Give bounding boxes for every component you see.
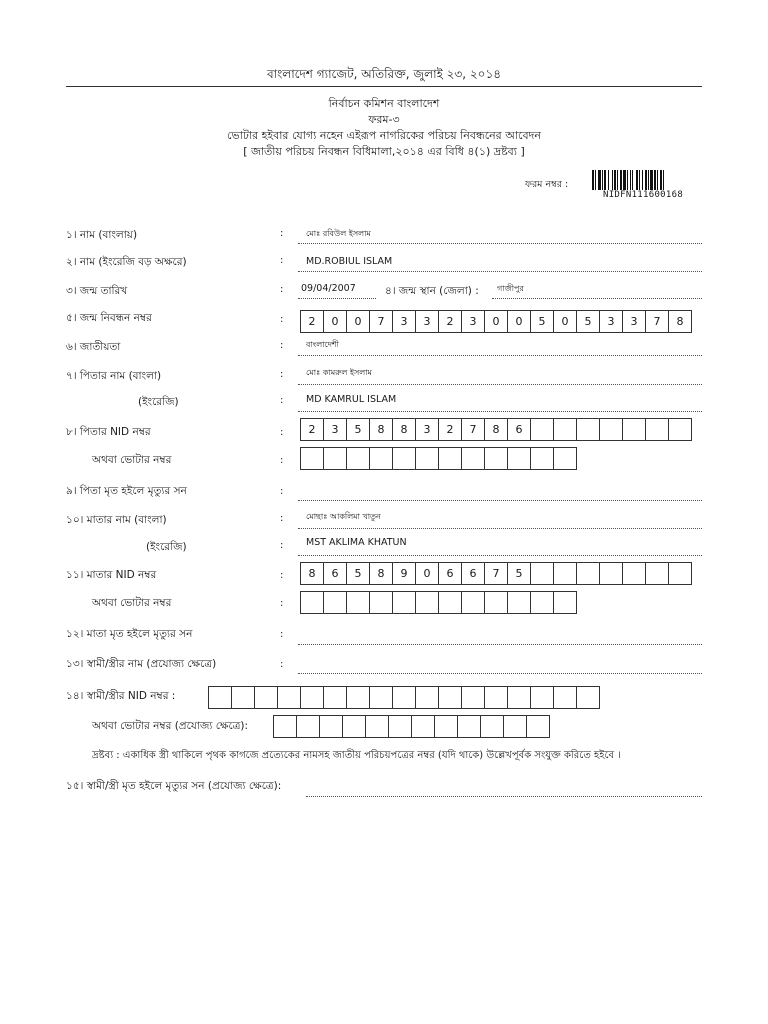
digit-box [393, 686, 416, 709]
mother-nid-label: ১১। মাতার NID নম্বর [66, 569, 157, 581]
spouse-voter-boxes [273, 715, 550, 737]
digit-box: 0 [416, 562, 439, 585]
digit-box: 3 [462, 310, 485, 333]
barcode-bar [617, 170, 618, 190]
digit-box [577, 562, 600, 585]
birthplace-line [492, 298, 702, 299]
digit-box [324, 591, 347, 614]
mother-voter-label: অথবা ভোটার নম্বর [92, 597, 172, 609]
digit-box [370, 447, 393, 470]
spouse-death-line [306, 796, 702, 797]
mother-bn-value: মোছাঃ আকলিমা খাতুন [306, 512, 381, 521]
father-nid-label: ৮। পিতার NID নম্বর [66, 426, 151, 438]
digit-box [623, 562, 646, 585]
digit-box [508, 591, 531, 614]
gazette-line: বাংলাদেশ গ্যাজেট, অতিরিক্ত, জুলাই ২৩, ২০১৪ [266, 67, 502, 81]
nationality-line [298, 355, 702, 356]
digit-box: 5 [508, 562, 531, 585]
nationality-value: বাংলাদেশী [306, 340, 339, 349]
digit-box [669, 418, 692, 441]
colon: : [280, 540, 284, 551]
digit-box: 0 [324, 310, 347, 333]
colon: : [280, 629, 284, 640]
digit-box [255, 686, 278, 709]
digit-box: 2 [300, 310, 324, 333]
digit-box [554, 562, 577, 585]
father-bn-value: মোঃ কামরুল ইসলাম [306, 368, 372, 377]
barcode-bar [660, 170, 662, 190]
digit-box [577, 418, 600, 441]
digit-box: 9 [393, 562, 416, 585]
rule-reference: [ জাতীয় পরিচয় নিবন্ধন বিধিমালা,২০১৪ এর বিধি ৪(১) দ্রষ্টব্য ] [243, 145, 525, 158]
digit-box [600, 418, 623, 441]
digit-box [370, 686, 393, 709]
digit-box [462, 591, 485, 614]
digit-box [485, 591, 508, 614]
digit-box [439, 591, 462, 614]
digit-box: 0 [347, 310, 370, 333]
barcode-text: NIDFN111600168 [603, 190, 684, 200]
digit-box [416, 686, 439, 709]
colon: : [280, 486, 284, 497]
barcode-bar [604, 170, 606, 190]
father-bn-label: ৭। পিতার নাম (বাংলা) [66, 370, 162, 382]
digit-box [320, 715, 343, 738]
digit-box [508, 447, 531, 470]
colon: : [280, 513, 284, 524]
barcode-bar [612, 170, 613, 190]
barcode-bar [627, 170, 628, 190]
barcode-bar [636, 170, 638, 190]
colon: : [280, 369, 284, 380]
barcode-image [592, 170, 698, 190]
colon: : [280, 255, 284, 266]
mother-death-label: ১২। মাতা মৃত হইলে মৃত্যুর সন [66, 628, 193, 640]
digit-box: 7 [462, 418, 485, 441]
digit-box [554, 418, 577, 441]
digit-box [600, 562, 623, 585]
father-en-line [298, 411, 702, 412]
digit-box: 8 [370, 418, 393, 441]
digit-box [508, 686, 531, 709]
barcode-bar [592, 170, 594, 190]
polygamy-note: দ্রষ্টব্য : একাধিক স্ত্রী থাকিলে পৃথক কাগজে প্রত্যেকের নামসহ জাতীয় পরিচয়পত্রের নম্বর (যদি থাকে) উল্লেখপূর্বক সংযুক্ত করিতে হইবে । [92, 750, 621, 761]
mother-bn-label: ১০। মাতার নাম (বাংলা) [66, 514, 167, 526]
mother-voter-boxes [300, 591, 577, 613]
barcode-bar [639, 170, 640, 190]
spouse-voter-label: অথবা ভোটার নম্বর (প্রযোজ্য ক্ষেত্রে): [92, 720, 249, 732]
digit-box [366, 715, 389, 738]
digit-box: 3 [416, 418, 439, 441]
digit-box [393, 591, 416, 614]
digit-box [208, 686, 232, 709]
digit-box [439, 686, 462, 709]
spouse-death-label: ১৫। স্বামী/স্ত্রী মৃত হইলে মৃত্যুর সন (প্রযোজ্য ক্ষেত্রে): [66, 780, 282, 792]
digit-box [347, 447, 370, 470]
digit-box: 2 [439, 418, 462, 441]
barcode-bar [650, 170, 653, 190]
digit-box [554, 447, 577, 470]
digit-box [232, 686, 255, 709]
digit-box [301, 686, 324, 709]
digit-box: 5 [577, 310, 600, 333]
digit-box: 8 [485, 418, 508, 441]
digit-box: 0 [485, 310, 508, 333]
digit-box [669, 562, 692, 585]
digit-box: 5 [531, 310, 554, 333]
name-en-value: MD.ROBIUL ISLAM [306, 256, 393, 267]
digit-box [485, 447, 508, 470]
name-bn-value: মোঃ রবিউল ইসলাম [306, 229, 371, 238]
barcode-bar [630, 170, 631, 190]
colon: : [280, 284, 284, 295]
barcode-bar [657, 170, 658, 190]
digit-box: 6 [324, 562, 347, 585]
barcode-bar [663, 170, 664, 190]
form-number-label: ফরম নম্বর : [525, 179, 569, 190]
dob-value: 09/04/2007 [301, 283, 356, 294]
form-title: ফরম-৩ [368, 113, 400, 126]
digit-box [439, 447, 462, 470]
colon: : [280, 455, 284, 466]
father-bn-line [298, 384, 702, 385]
barcode-bar [620, 170, 622, 190]
digit-box: 6 [508, 418, 531, 441]
digit-box: 3 [324, 418, 347, 441]
digit-box [300, 591, 324, 614]
colon: : [280, 395, 284, 406]
digit-box [554, 686, 577, 709]
birthplace-value: গাজীপুর [497, 284, 524, 293]
digit-box [531, 418, 554, 441]
barcode-bar [608, 170, 609, 190]
digit-box: 0 [508, 310, 531, 333]
digit-box [416, 591, 439, 614]
digit-box [297, 715, 320, 738]
digit-box [324, 686, 347, 709]
barcode-bar [654, 170, 656, 190]
header-rule [66, 86, 702, 87]
digit-box: 5 [347, 562, 370, 585]
name-bn-line [298, 243, 702, 244]
digit-box [531, 591, 554, 614]
digit-box [347, 591, 370, 614]
dob-label: ৩। জন্ম তারিখ [66, 285, 128, 297]
digit-box: 3 [393, 310, 416, 333]
digit-box [462, 447, 485, 470]
digit-box: 2 [439, 310, 462, 333]
digit-box [412, 715, 435, 738]
mother-bn-line [298, 528, 702, 529]
barcode-bar [602, 170, 603, 190]
digit-box [577, 686, 600, 709]
mother-en-line [298, 555, 702, 556]
digit-box: 7 [370, 310, 393, 333]
mother-death-line [298, 644, 702, 645]
barcode-bar [623, 170, 626, 190]
digit-box: 3 [416, 310, 439, 333]
digit-box: 3 [623, 310, 646, 333]
colon: : [280, 659, 284, 670]
digit-box: 0 [554, 310, 577, 333]
digit-box [531, 447, 554, 470]
dob-line [298, 298, 376, 299]
digit-box [481, 715, 504, 738]
digit-box: 7 [485, 562, 508, 585]
name-bn-label: ১। নাম (বাংলায়) [66, 229, 138, 241]
spouse-name-label: ১৩। স্বামী/স্ত্রীর নাম (প্রযোজ্য ক্ষেত্রে) [66, 658, 217, 670]
digit-box [343, 715, 366, 738]
digit-box [416, 447, 439, 470]
digit-box [458, 715, 481, 738]
mother-en-value: MST AKLIMA KHATUN [306, 537, 407, 548]
digit-box [273, 715, 297, 738]
digit-box [531, 562, 554, 585]
commission-name: নির্বাচন কমিশন বাংলাদেশ [328, 97, 440, 110]
digit-box [646, 562, 669, 585]
barcode-bar [642, 170, 643, 190]
colon: : [280, 427, 284, 438]
digit-box [278, 686, 301, 709]
mother-nid-boxes [300, 562, 692, 584]
father-nid-boxes [300, 418, 692, 440]
digit-box [527, 715, 550, 738]
father-en-label: (ইংরেজি) [138, 396, 179, 408]
barcode-bar [598, 170, 601, 190]
spouse-nid-label: ১৪। স্বামী/স্ত্রীর NID নম্বর : [66, 690, 176, 702]
digit-box [623, 418, 646, 441]
barcode-bar [632, 170, 633, 190]
digit-box [389, 715, 412, 738]
father-death-line [298, 500, 702, 501]
birth-reg-label: ৫। জন্ম নিবন্ধন নম্বর [66, 312, 152, 324]
father-death-label: ৯। পিতা মৃত হইলে মৃত্যুর সন [66, 485, 187, 497]
digit-box [554, 591, 577, 614]
digit-box [324, 447, 347, 470]
digit-box: 5 [347, 418, 370, 441]
digit-box [370, 591, 393, 614]
barcode-bar [614, 170, 616, 190]
birth-reg-boxes [300, 310, 692, 332]
digit-box: 6 [462, 562, 485, 585]
digit-box [435, 715, 458, 738]
digit-box: 6 [439, 562, 462, 585]
colon: : [280, 570, 284, 581]
form-subject: ভোটার হইবার যোগ্য নহেন এইরূপ নাগরিকের পরিচয় নিবন্ধনের আবেদন [227, 129, 541, 142]
digit-box: 8 [370, 562, 393, 585]
digit-box [531, 686, 554, 709]
digit-box: 8 [669, 310, 692, 333]
nationality-label: ৬। জাতীয়তা [66, 341, 121, 353]
colon: : [280, 314, 284, 325]
spouse-name-line [298, 673, 702, 674]
digit-box: 8 [393, 418, 416, 441]
barcode-bar [595, 170, 596, 190]
digit-box: 2 [300, 418, 324, 441]
father-voter-label: অথবা ভোটার নম্বর [92, 454, 172, 466]
spouse-nid-boxes [208, 686, 600, 708]
colon: : [280, 228, 284, 239]
colon: : [280, 598, 284, 609]
colon: : [280, 340, 284, 351]
digit-box [347, 686, 370, 709]
father-voter-boxes [300, 447, 577, 469]
digit-box: 3 [600, 310, 623, 333]
birthplace-label: ৪। জন্ম স্থান (জেলা) : [385, 285, 479, 297]
name-en-line [298, 271, 702, 272]
mother-en-label: (ইংরেজি) [146, 541, 187, 553]
father-en-value: MD KAMRUL ISLAM [306, 394, 397, 405]
digit-box: 7 [646, 310, 669, 333]
barcode-bar [648, 170, 649, 190]
digit-box [462, 686, 485, 709]
barcode-bar [645, 170, 647, 190]
digit-box [393, 447, 416, 470]
digit-box [646, 418, 669, 441]
name-en-label: ২। নাম (ইংরেজি বড় অক্ষরে) [66, 256, 187, 268]
digit-box: 8 [300, 562, 324, 585]
digit-box [504, 715, 527, 738]
digit-box [485, 686, 508, 709]
digit-box [300, 447, 324, 470]
